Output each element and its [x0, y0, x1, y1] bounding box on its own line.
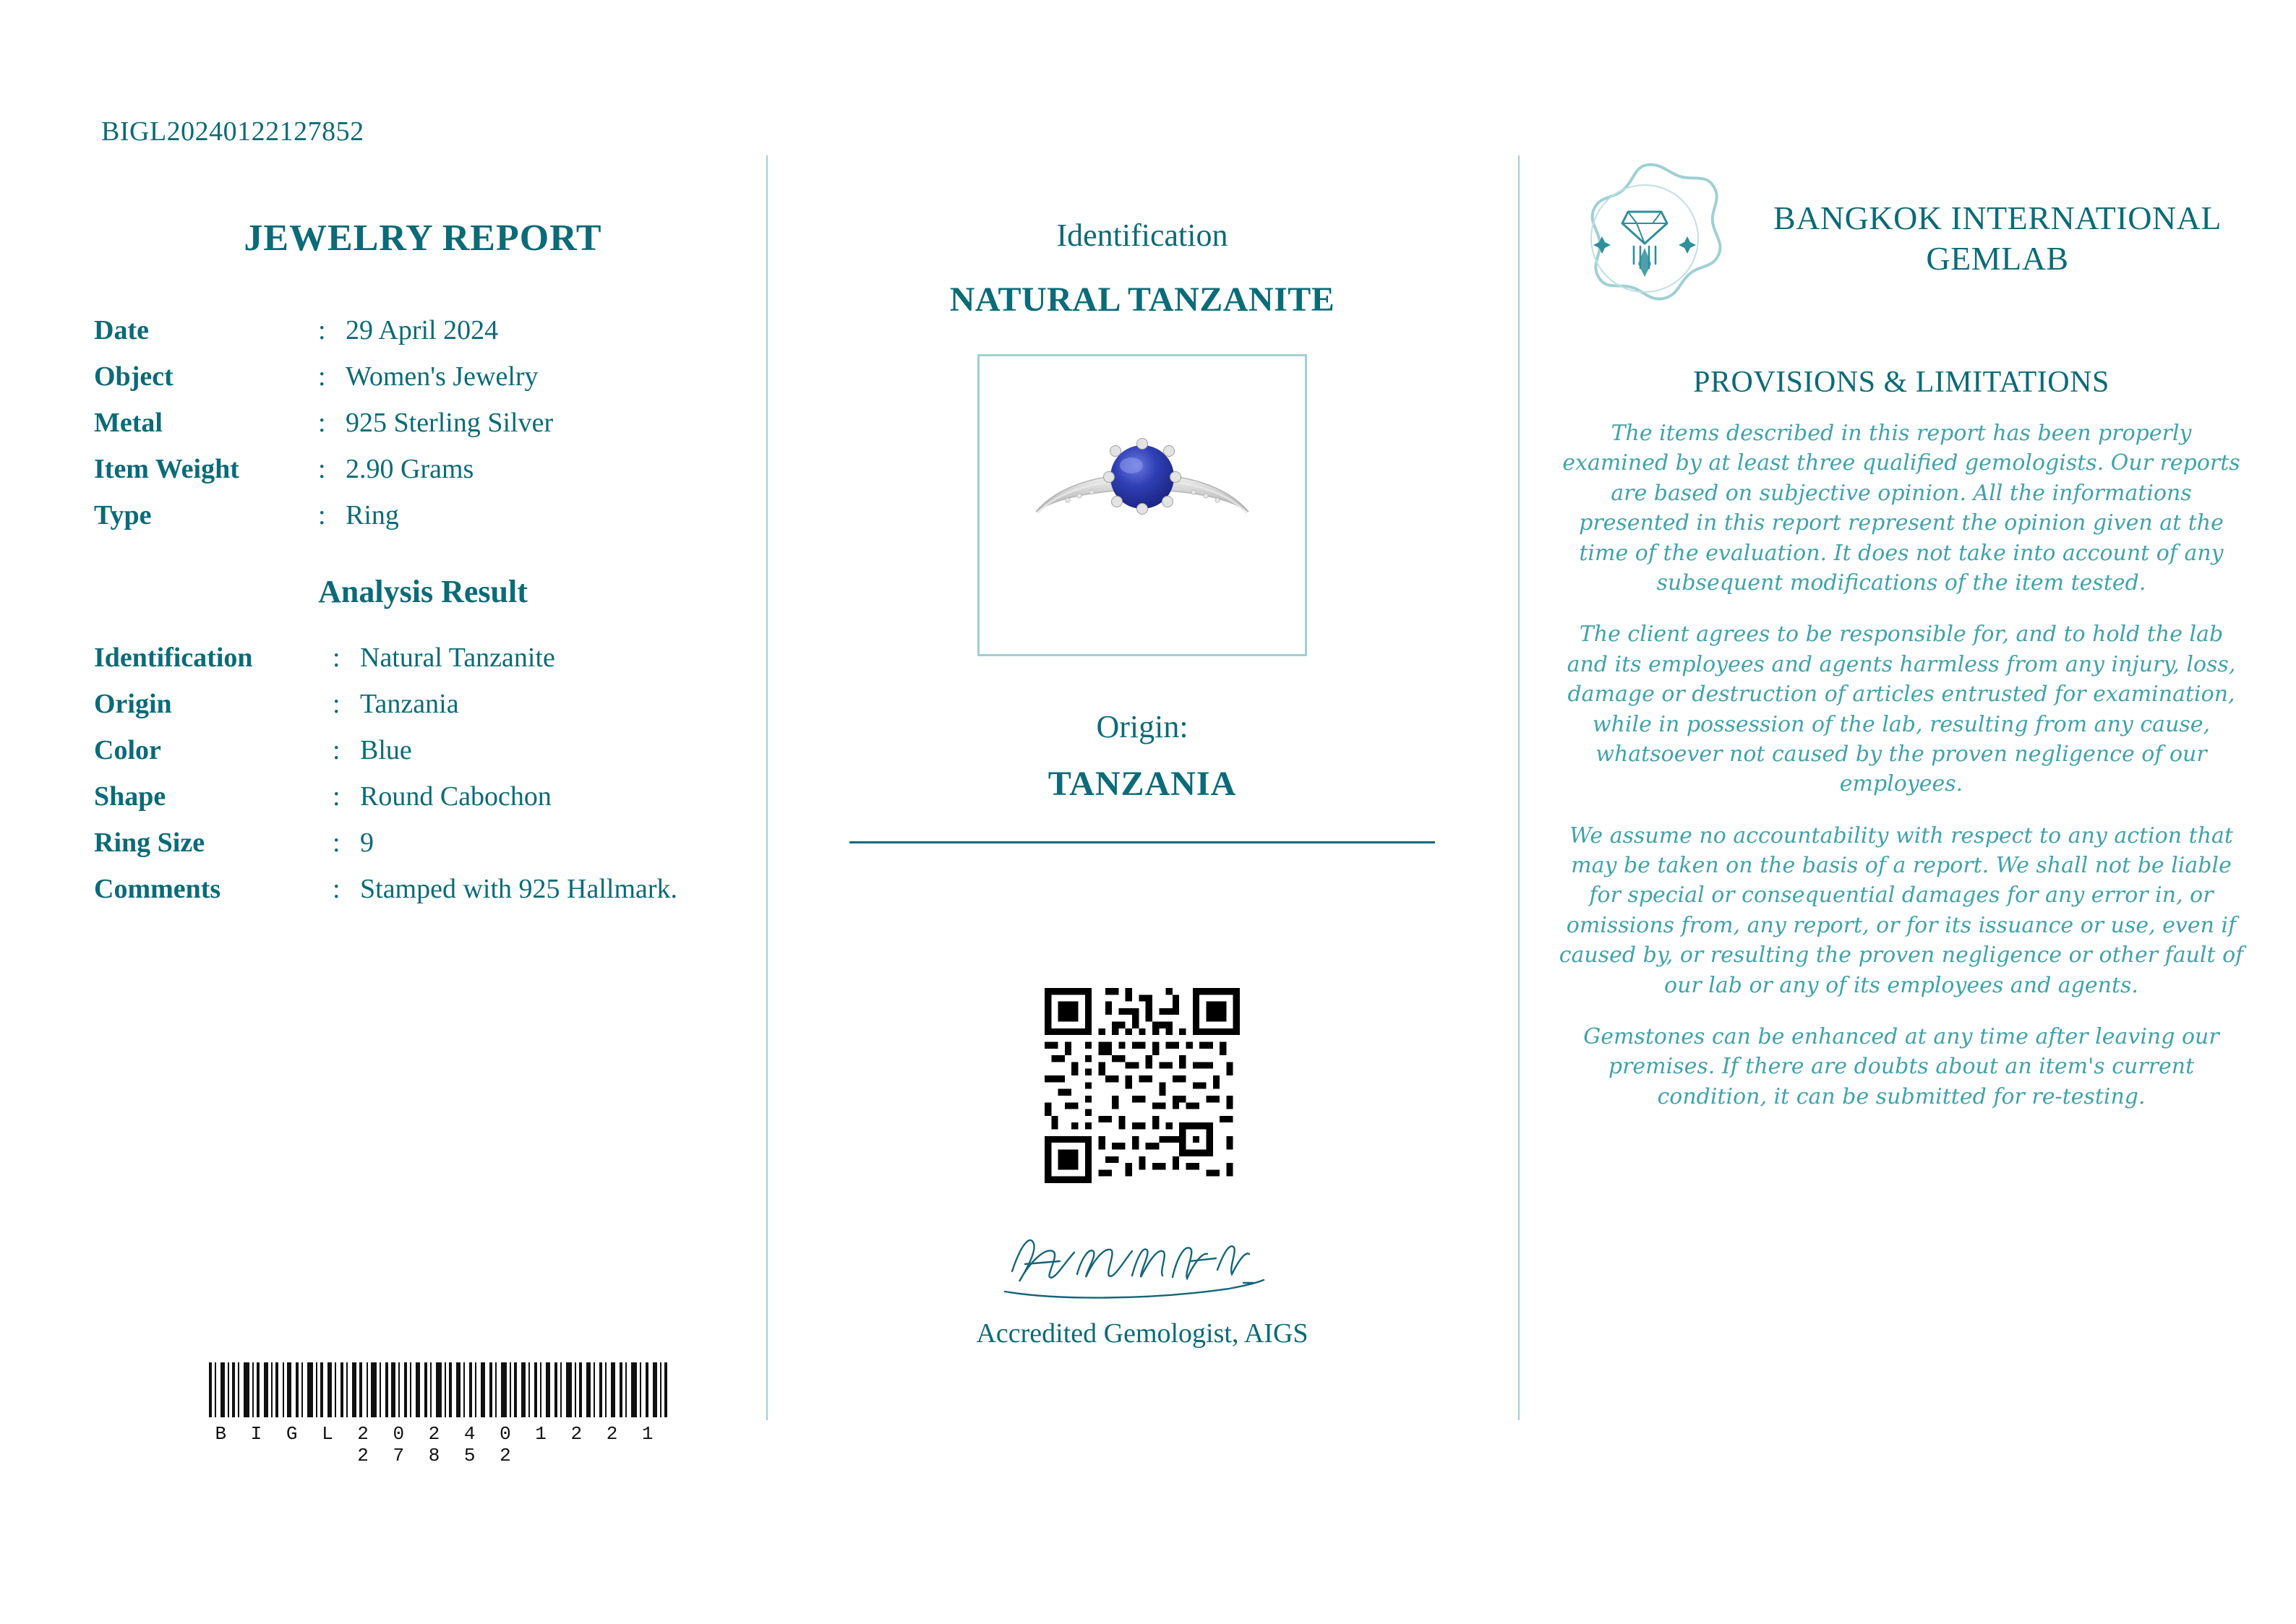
analysis-colon: : [333, 828, 340, 858]
qr-code-icon[interactable] [1045, 988, 1240, 1183]
detail-value: Ring [346, 500, 399, 530]
detail-key: Date [94, 315, 149, 345]
brand-name: BANGKOK INTERNATIONAL GEMLAB [1773, 199, 2222, 277]
table-row [94, 400, 752, 446]
barcode-number: B I G L 2 0 2 4 0 1 2 2 1 2 7 8 5 2 [215, 1423, 660, 1466]
provisions-paragraph: Gemstones can be enhanced at any time after leaving our premises. If there are doubts about an item's current condition, it can be submitted for re-testing. [1583, 1024, 2219, 1109]
signature-caption: Accredited Gemologist, AIGS [976, 1318, 1308, 1349]
horizontal-rule [849, 841, 1435, 843]
provisions-paragraph: We assume no accountability with respect to any action that may be taken on the basis of a report. We shall not be liable for special or consequential damages for any error in, or omissions from, any report, or for its issuance or use, even if caused by, or resulting the proven negligence or other fault of our lab or any of its employees and agents. [1559, 822, 2244, 998]
left-column [94, 217, 752, 912]
table-row [94, 681, 752, 727]
detail-key: Item Weight [94, 454, 239, 484]
column-divider-left [766, 155, 768, 1420]
barcode-area [206, 1362, 669, 1466]
table-row [94, 866, 752, 912]
origin-value: TANZANIA [1048, 765, 1237, 803]
report-id: BIGL20240122127852 [101, 116, 364, 147]
provisions-paragraph: The items described in this report has been properly examined by at least three qualified gemologists. Our reports are based on subjective opinion. All the informations presented in this report represent the opinion given at the time of the evaluation. It does not take into account of any subsequent modifications of the item tested. [1562, 421, 2240, 596]
analysis-value: Natural Tanzanite [360, 643, 555, 673]
analysis-value: 9 [360, 828, 374, 858]
analysis-colon: : [333, 735, 340, 765]
item-details-table [94, 307, 752, 538]
table-row [94, 446, 752, 492]
detail-key: Type [94, 500, 152, 530]
analysis-key: Color [94, 735, 161, 765]
analysis-key: Comments [94, 874, 221, 904]
detail-key: Metal [94, 408, 163, 438]
analysis-result-table [94, 635, 752, 912]
barcode-icon [206, 1362, 669, 1417]
analysis-colon: : [333, 689, 340, 719]
detail-value: Women's Jewelry [346, 361, 539, 392]
middle-column [795, 217, 1489, 1349]
gem-photo-frame [977, 354, 1307, 656]
detail-key: Object [94, 361, 174, 392]
table-row [94, 727, 752, 773]
page-title: JEWELRY REPORT [244, 218, 602, 259]
right-column [1554, 155, 2248, 1133]
provisions-title: PROVISIONS & LIMITATIONS [1693, 366, 2109, 399]
table-row [94, 307, 752, 353]
analysis-value: Blue [360, 735, 412, 765]
analysis-colon: : [333, 643, 340, 673]
detail-value: 29 April 2024 [346, 315, 499, 345]
analysis-key: Ring Size [94, 828, 205, 858]
brand-header [1554, 155, 2248, 322]
analysis-value: Tanzania [360, 689, 459, 719]
signature-area [795, 1219, 1489, 1313]
table-row [94, 353, 752, 400]
analysis-key: Origin [94, 689, 172, 719]
analysis-colon: : [333, 781, 340, 812]
detail-colon: : [318, 361, 326, 392]
analysis-key: Shape [94, 781, 166, 812]
detail-colon: : [318, 500, 326, 530]
origin-label: Origin: [1096, 709, 1188, 744]
analysis-value: Stamped with 925 Hallmark. [360, 874, 678, 904]
provisions-paragraph: The client agrees to be responsible for, and to hold the lab and its employees and agents harmless from any injury, loss, damage or destruction of articles entrusted for examination, while in possession of the lab, resulting from any cause, whatsoever not caused by the proven negligence of our employees. [1567, 622, 2236, 797]
qr-code-area[interactable] [795, 988, 1489, 1183]
table-row [94, 773, 752, 820]
ring-photo-icon [1023, 437, 1261, 574]
detail-value: 2.90 Grams [346, 454, 474, 484]
column-divider-right [1518, 155, 1520, 1420]
analysis-key: Identification [94, 643, 253, 673]
detail-value: 925 Sterling Silver [346, 408, 554, 438]
identification-label: Identification [1056, 218, 1228, 253]
table-row [94, 820, 752, 866]
gemlab-logo-icon [1562, 155, 1728, 322]
analysis-result-title: Analysis Result [318, 574, 528, 609]
analysis-value: Round Cabochon [360, 781, 552, 812]
signature-icon [990, 1219, 1294, 1313]
detail-colon: : [318, 315, 326, 345]
identification-value: NATURAL TANZANITE [949, 280, 1335, 319]
table-row [94, 635, 752, 681]
detail-colon: : [318, 408, 326, 438]
analysis-colon: : [333, 874, 340, 904]
table-row [94, 492, 752, 538]
detail-colon: : [318, 454, 326, 484]
